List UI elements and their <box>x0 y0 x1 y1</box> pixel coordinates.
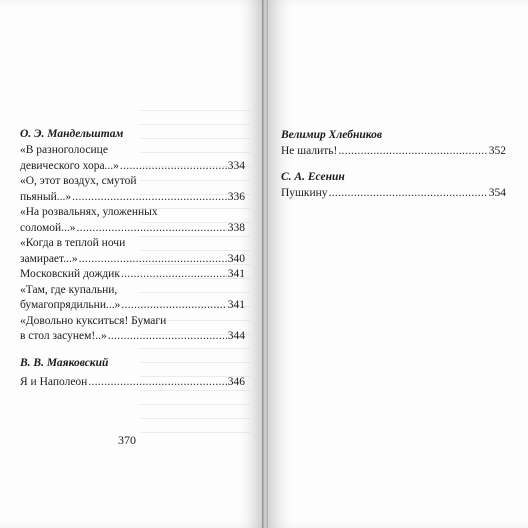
entry-page-number: 338 <box>227 221 245 234</box>
leader-dots <box>79 252 227 268</box>
entry-page-number: 334 <box>227 159 245 172</box>
entry-title-line: «На розвальнях, уложенных <box>20 206 158 218</box>
leader-dots <box>77 221 227 237</box>
entry-title-line: «Когда в теплой ночи <box>20 237 126 249</box>
entry-page-number: 341 <box>227 299 245 311</box>
toc-entry <box>20 283 245 314</box>
section-khlebnikov <box>281 128 506 160</box>
entry-title-line: Я и Наполеон <box>20 376 88 388</box>
page-number: 370 <box>118 433 136 447</box>
leader-dots <box>121 267 227 283</box>
entry-title-line: замирает...» <box>20 252 78 265</box>
left-page <box>0 0 263 528</box>
toc-entry <box>20 314 245 345</box>
entry-title-line: «Довольно кукситься! Бумаги <box>20 314 167 327</box>
entry-title-line: в стол засунем!..» <box>20 330 107 342</box>
section-esenin <box>281 170 506 202</box>
leader-dots <box>88 375 226 391</box>
author-heading: В. В. Маяковский <box>20 357 109 369</box>
entry-title-line: Пушкину <box>281 187 328 199</box>
toc-entry <box>20 236 245 267</box>
leader-dots <box>108 329 227 345</box>
entry-page-number: 346 <box>227 376 245 388</box>
toc-entry <box>281 186 506 202</box>
entry-page-number: 336 <box>227 190 245 203</box>
right-page <box>268 0 528 528</box>
toc-entry <box>20 143 245 174</box>
entry-page-number: 344 <box>227 330 245 342</box>
entry-title-line: Не шалить! <box>281 145 338 157</box>
toc-entry <box>20 174 245 205</box>
entry-title-line: пьяный...» <box>20 190 72 203</box>
entry-title-line: девического хора...» <box>20 159 119 172</box>
toc-entry <box>20 205 245 236</box>
section-mandelstam <box>20 127 245 345</box>
section-mayakovsky <box>20 356 245 391</box>
toc-entry <box>281 144 506 160</box>
entry-title-line: «О, этот воздух, смутой <box>20 175 137 187</box>
leader-dots <box>329 186 488 202</box>
entry-page-number: 354 <box>488 187 506 199</box>
leader-dots <box>338 144 487 160</box>
entry-page-number: 340 <box>227 252 245 265</box>
toc-entry <box>20 267 245 283</box>
entry-title-line: соломой...» <box>20 221 76 234</box>
author-heading: О. Э. Мандельштам <box>20 128 124 140</box>
author-heading: С. А. Есенин <box>281 171 345 183</box>
entry-page-number: 352 <box>488 145 506 157</box>
leader-dots <box>120 159 227 175</box>
entry-title-line: бумагопрядильни...» <box>20 299 121 311</box>
toc-entry <box>20 375 245 391</box>
entry-title-line: Московский дождик <box>20 268 120 280</box>
leader-dots <box>72 190 227 206</box>
entry-title-line: «В разноголосице <box>20 144 108 156</box>
entry-title-line: «Там, где купальни, <box>20 283 118 296</box>
leader-dots <box>121 298 226 314</box>
author-heading: Велимир Хлебников <box>281 129 383 141</box>
entry-page-number: 341 <box>227 268 245 280</box>
